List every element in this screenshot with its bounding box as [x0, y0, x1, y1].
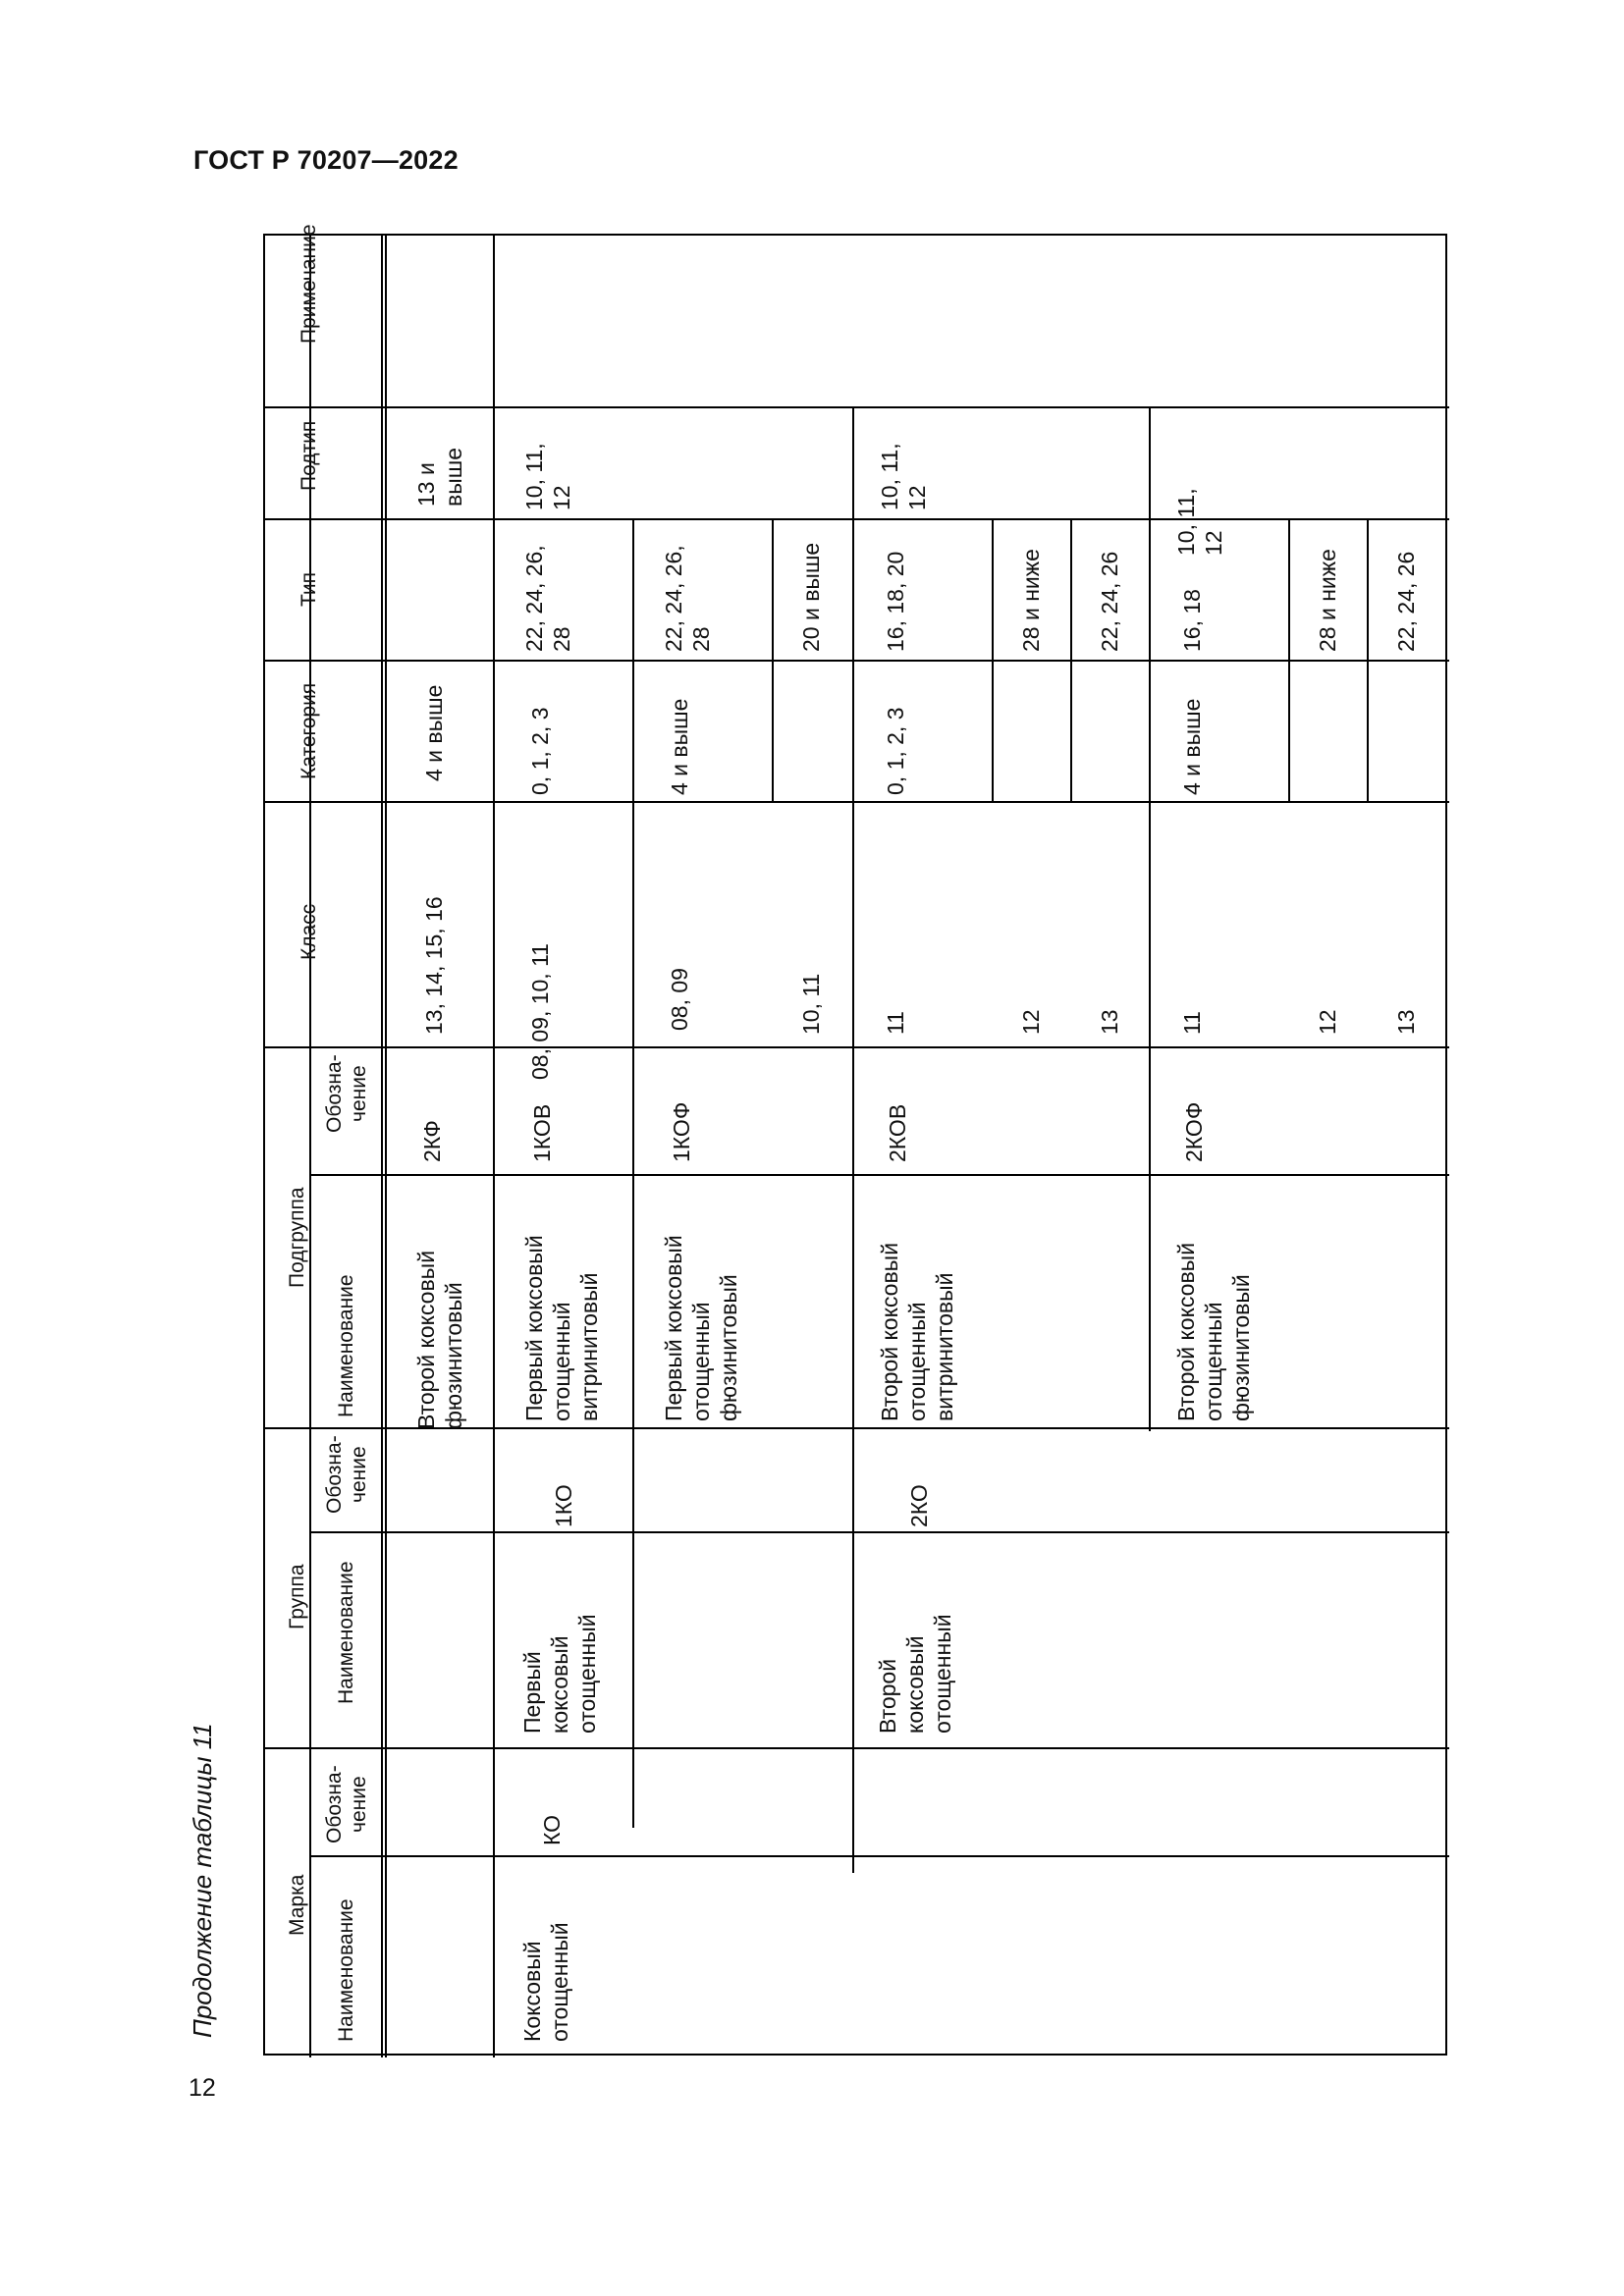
subgroup-code: 2КОФ — [1181, 1101, 1207, 1162]
header-naimenovanie: Наименование — [335, 1898, 357, 2042]
subgroup-name: Второй коксовый отощенный витринитовый — [877, 1242, 957, 1421]
marka-code: КО — [539, 1814, 565, 1845]
header-oboznachenie: Обозна- чение — [323, 1435, 370, 1514]
tip-value: 28 и ниже — [1315, 549, 1340, 652]
tip-value: 22, 24, 26 — [1393, 551, 1419, 652]
subgroup-name: Первый коксовый отощенный фюзинитовый — [661, 1235, 741, 1421]
header-naimenovanie: Наименование — [335, 1561, 357, 1704]
column-line — [265, 1747, 1449, 1749]
row-line — [1149, 406, 1151, 1431]
column-line — [265, 660, 1449, 662]
column-line — [265, 1046, 1449, 1048]
podtip-value: 13 и выше — [413, 448, 466, 507]
page-number: 12 — [189, 2074, 216, 2102]
row-line — [852, 406, 854, 1873]
subgroup-name: Второй коксовый фюзинитовый — [413, 1250, 466, 1429]
header-naimenovanie: Наименование — [335, 1274, 357, 1417]
klass-value: 13, 14, 15, 16 — [421, 896, 447, 1035]
klass-value: 13 — [1097, 1009, 1122, 1035]
klass-value: 11 — [883, 1011, 908, 1035]
tip-value: 16, 18 — [1179, 589, 1205, 652]
column-line — [265, 518, 1449, 520]
group-code: 1КО — [551, 1484, 576, 1527]
klass-value: 12 — [1018, 1009, 1044, 1035]
column-line — [265, 406, 1449, 408]
kategoriya-value: 4 и выше — [1179, 698, 1205, 795]
podtip-value: 10, 11, 12 — [877, 443, 930, 510]
row-line — [493, 236, 495, 2057]
tip-value: 20 и выше — [798, 542, 824, 652]
klass-value: 10, 11 — [798, 973, 824, 1035]
klass-value: 13 — [1393, 1009, 1419, 1035]
group-code: 2КО — [906, 1484, 932, 1527]
header-oboznachenie: Обозна- чение — [323, 1054, 370, 1133]
subgroup-name: Первый коксовый отощенный витринитовый — [521, 1235, 602, 1421]
subgroup-code: 2КФ — [419, 1120, 445, 1162]
group-name: Первый коксовый отощенный — [519, 1614, 600, 1734]
tip-value: 16, 18, 20 — [883, 551, 908, 652]
header-podgruppa: Подгруппа — [286, 1187, 308, 1288]
header-klass: Класс — [298, 903, 320, 960]
subgroup-code: 1КОФ — [669, 1101, 694, 1162]
kategoriya-value: 4 и выше — [421, 684, 447, 781]
classification-table — [263, 224, 1447, 2056]
column-line — [309, 1855, 1449, 1857]
tip-value: 22, 24, 26 — [1097, 551, 1122, 652]
tip-value: 22, 24, 26, 28 — [521, 545, 574, 652]
marka-name: Коксовый отощенный — [519, 1922, 572, 2042]
column-line — [309, 1174, 1449, 1176]
podtip-value: 10, 11, 12 — [521, 443, 574, 510]
column-line — [265, 801, 1449, 803]
header-gruppa: Группа — [286, 1564, 308, 1629]
tip-value: 22, 24, 26, 28 — [661, 545, 714, 652]
subgroup-code: 2КОВ — [885, 1103, 910, 1162]
klass-value: 12 — [1315, 1009, 1340, 1035]
header-kategoriya: Категория — [298, 682, 320, 779]
header-primechanie: Примечание — [298, 224, 320, 344]
podtip-value: 10, 11, 12 — [1173, 488, 1226, 556]
tip-value: 28 и ниже — [1018, 549, 1044, 652]
subgroup-code: 1КОВ — [529, 1103, 555, 1162]
header-double-line — [385, 236, 387, 2057]
kategoriya-value: 0, 1, 2, 3 — [883, 707, 908, 795]
header-podtip: Подтип — [298, 420, 320, 491]
klass-value: 08, 09 — [667, 968, 692, 1031]
header-double-line — [381, 236, 383, 2057]
header-marka: Марка — [286, 1874, 308, 1936]
header-tip: Тип — [298, 571, 320, 607]
grid-line — [309, 236, 311, 2057]
subgroup-name: Второй коксовый отощенный фюзинитовый — [1173, 1242, 1254, 1421]
kategoriya-value: 0, 1, 2, 3 — [527, 707, 553, 795]
klass-value: 11 — [1179, 1011, 1205, 1035]
document-title: ГОСТ Р 70207—2022 — [193, 145, 459, 175]
table-caption: Продолжение таблицы 11 — [188, 1723, 217, 2038]
klass-value: 08, 09, 10, 11 — [527, 943, 553, 1080]
kategoriya-value: 4 и выше — [667, 698, 692, 795]
group-name: Второй коксовый отощенный — [875, 1614, 955, 1734]
column-line — [309, 1531, 1449, 1533]
row-line — [632, 518, 634, 1828]
header-oboznachenie: Обозна- чение — [323, 1765, 370, 1843]
